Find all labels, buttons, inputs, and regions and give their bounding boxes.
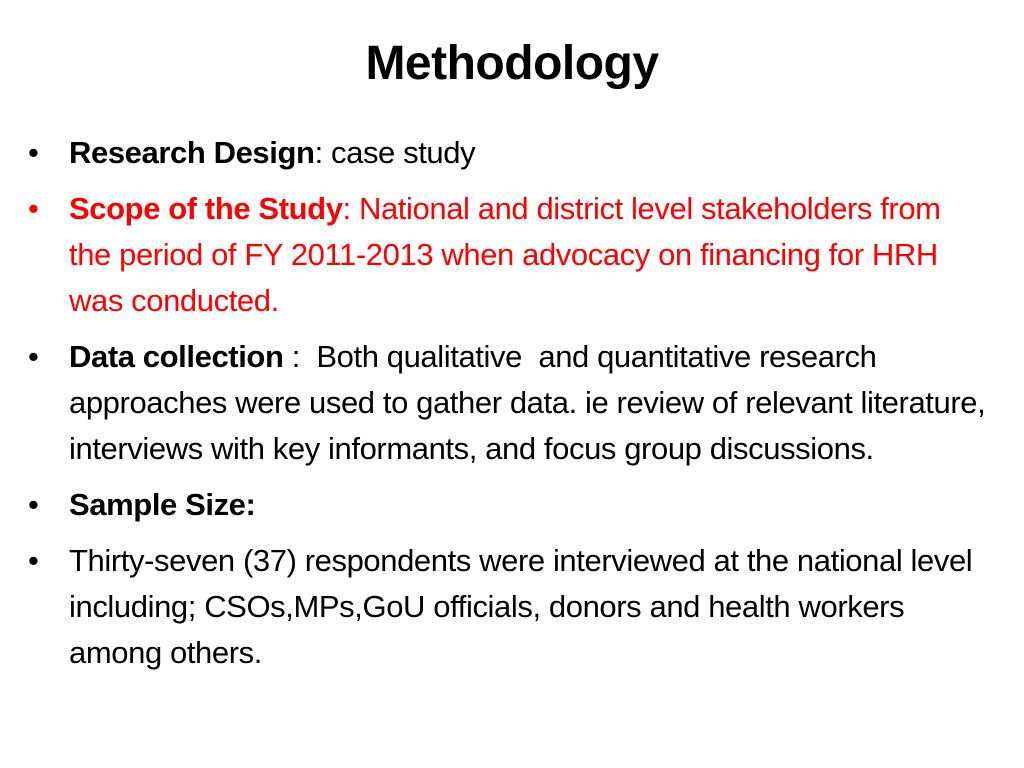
bullet-dot-icon: • — [28, 135, 39, 170]
bullet-text: National and district level stakeholders from the period of FY 2011-2013 when advocacy on financing for HRH was conducted. — [69, 191, 941, 318]
bullet-scope-of-study — [28, 186, 988, 324]
bullet-research-design — [28, 130, 988, 176]
bullet-label: Data collection — [69, 339, 284, 374]
slide-title: Methodology — [365, 37, 659, 90]
bullet-text: Both qualitative and quantitative research approaches were used to gather data. ie review of relevant literature, interviews with key informants, and focus group discussions. — [69, 339, 994, 466]
bullet-sample-description — [28, 538, 988, 676]
bullet-text: Thirty-seven (37) respondents were interviewed at the national level including; CSOs,MPs,GoU officials, donors and health workers among others. — [69, 543, 973, 670]
bullet-label: Sample Size: — [69, 487, 256, 522]
bullet-label: Scope of the Study — [69, 191, 343, 226]
bullet-separator: : — [283, 339, 317, 374]
bullet-dot-icon: • — [28, 487, 39, 522]
bullet-data-collection — [28, 334, 994, 472]
bullet-separator: : — [314, 135, 331, 170]
bullet-dot-icon: • — [28, 339, 39, 374]
bullet-separator: : — [342, 191, 359, 226]
bullet-label: Research Design — [69, 135, 315, 170]
bullet-dot-icon: • — [28, 191, 39, 226]
bullet-sample-size — [28, 482, 988, 528]
bullet-text: case study — [331, 135, 476, 170]
bullet-list — [28, 130, 994, 686]
bullet-dot-icon: • — [28, 543, 39, 578]
